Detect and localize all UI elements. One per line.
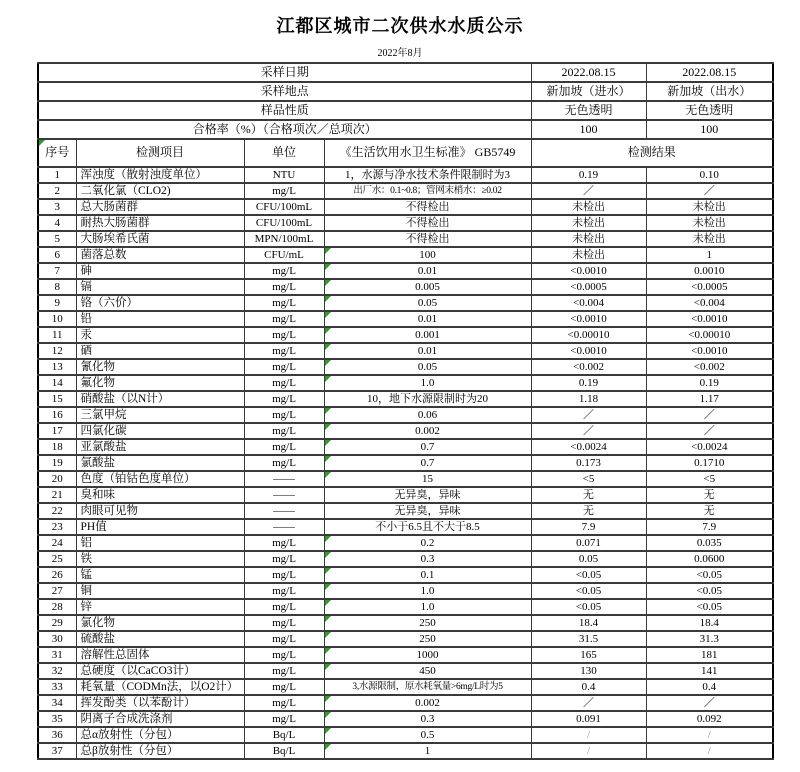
unit-cell: mg/L xyxy=(244,295,324,311)
result-outlet-cell: 0.0010 xyxy=(646,263,773,279)
row-index-cell: 1 xyxy=(38,167,76,183)
row-index-cell: 30 xyxy=(38,631,76,647)
row-index-cell: 29 xyxy=(38,615,76,631)
item-name-cell: 铝 xyxy=(76,535,244,551)
result-outlet-cell: 0.4 xyxy=(646,679,773,695)
table-row xyxy=(38,343,773,359)
unit-cell: mg/L xyxy=(244,455,324,471)
item-name-cell: 三氯甲烷 xyxy=(76,407,244,423)
result-inlet-cell: ／ xyxy=(531,695,646,711)
result-outlet-cell: <0.0010 xyxy=(646,343,773,359)
result-outlet-cell: / xyxy=(646,727,773,743)
table-row xyxy=(38,199,773,215)
item-name-cell: 挥发酚类（以苯酚计） xyxy=(76,695,244,711)
unit-cell: mg/L xyxy=(244,407,324,423)
info-value-inlet: 无色透明 xyxy=(531,101,646,120)
standard-cell: 0.01 xyxy=(324,263,531,279)
standard-cell: 100 xyxy=(324,247,531,263)
item-name-cell: 二氧化氯（CLO2) xyxy=(76,183,244,199)
standard-cell: 0.01 xyxy=(324,343,531,359)
item-name-cell: 铜 xyxy=(76,583,244,599)
table-row xyxy=(38,583,773,599)
standard-cell: 0.005 xyxy=(324,279,531,295)
standard-cell: 0.05 xyxy=(324,295,531,311)
row-index-cell: 3 xyxy=(38,199,76,215)
table-row xyxy=(38,663,773,679)
item-name-cell: 氰化物 xyxy=(76,359,244,375)
result-outlet-cell: 0.092 xyxy=(646,711,773,727)
result-inlet-cell: <5 xyxy=(531,471,646,487)
table-row xyxy=(38,407,773,423)
table-row xyxy=(38,311,773,327)
result-inlet-cell: / xyxy=(531,743,646,759)
result-inlet-cell: 无 xyxy=(531,503,646,519)
result-outlet-cell: 0.035 xyxy=(646,535,773,551)
header-result: 检测结果 xyxy=(531,139,773,167)
item-name-cell: 菌落总数 xyxy=(76,247,244,263)
item-name-cell: 硫酸盐 xyxy=(76,631,244,647)
table-row xyxy=(38,727,773,743)
unit-cell: mg/L xyxy=(244,343,324,359)
unit-cell: CFU/100mL xyxy=(244,199,324,215)
info-row xyxy=(38,63,773,82)
standard-cell: 0.06 xyxy=(324,407,531,423)
row-index-cell: 34 xyxy=(38,695,76,711)
item-name-cell: 亚氯酸盐 xyxy=(76,439,244,455)
result-inlet-cell: <0.0010 xyxy=(531,263,646,279)
unit-cell: mg/L xyxy=(244,679,324,695)
unit-cell: mg/L xyxy=(244,359,324,375)
table-row xyxy=(38,279,773,295)
table-row xyxy=(38,359,773,375)
result-outlet-cell: ／ xyxy=(646,183,773,199)
water-quality-table xyxy=(37,62,774,760)
info-value-outlet: 100 xyxy=(646,120,773,139)
result-outlet-cell: 无 xyxy=(646,503,773,519)
result-outlet-cell: 0.0600 xyxy=(646,551,773,567)
item-name-cell: 总α放射性（分包） xyxy=(76,727,244,743)
result-inlet-cell: <0.0010 xyxy=(531,343,646,359)
item-name-cell: 硒 xyxy=(76,343,244,359)
item-name-cell: 臭和味 xyxy=(76,487,244,503)
row-index-cell: 10 xyxy=(38,311,76,327)
result-outlet-cell: <0.002 xyxy=(646,359,773,375)
standard-cell: 0.3 xyxy=(324,711,531,727)
unit-cell: NTU xyxy=(244,167,324,183)
row-index-cell: 14 xyxy=(38,375,76,391)
standard-cell: 0.002 xyxy=(324,423,531,439)
unit-cell: —— xyxy=(244,503,324,519)
row-index-cell: 5 xyxy=(38,231,76,247)
result-outlet-cell: 未检出 xyxy=(646,231,773,247)
table-row xyxy=(38,551,773,567)
standard-cell: 10，地下水源限制时为20 xyxy=(324,391,531,407)
header-item: 检测项目 xyxy=(76,139,244,167)
info-value-inlet: 100 xyxy=(531,120,646,139)
unit-cell: mg/L xyxy=(244,439,324,455)
table-body xyxy=(38,63,773,759)
table-row xyxy=(38,391,773,407)
unit-cell: mg/L xyxy=(244,535,324,551)
result-inlet-cell: <0.05 xyxy=(531,599,646,615)
unit-cell: mg/L xyxy=(244,183,324,199)
standard-cell: 0.3 xyxy=(324,551,531,567)
result-inlet-cell: 31.5 xyxy=(531,631,646,647)
header-standard: 《生活饮用水卫生标准》 GB5749 xyxy=(324,139,531,167)
table-row xyxy=(38,167,773,183)
row-index-cell: 25 xyxy=(38,551,76,567)
item-name-cell: 镉 xyxy=(76,279,244,295)
unit-cell: mg/L xyxy=(244,663,324,679)
row-index-cell: 36 xyxy=(38,727,76,743)
result-outlet-cell: <0.05 xyxy=(646,599,773,615)
table-row xyxy=(38,487,773,503)
standard-cell: 不小于6.5且不大于8.5 xyxy=(324,519,531,535)
table-row xyxy=(38,455,773,471)
standard-cell: 无异臭，异味 xyxy=(324,503,531,519)
row-index-cell: 13 xyxy=(38,359,76,375)
row-index-cell: 26 xyxy=(38,567,76,583)
row-index-cell: 2 xyxy=(38,183,76,199)
row-index-cell: 33 xyxy=(38,679,76,695)
row-index-cell: 28 xyxy=(38,599,76,615)
result-inlet-cell: <0.0005 xyxy=(531,279,646,295)
result-inlet-cell: 未检出 xyxy=(531,215,646,231)
result-inlet-cell: <0.00010 xyxy=(531,327,646,343)
info-row xyxy=(38,101,773,120)
table-row xyxy=(38,471,773,487)
unit-cell: mg/L xyxy=(244,583,324,599)
info-label: 采样日期 xyxy=(38,63,531,82)
info-label: 合格率（%）（合格项次／总项次） xyxy=(38,120,531,139)
item-name-cell: 总β放射性（分包） xyxy=(76,743,244,759)
result-inlet-cell: 未检出 xyxy=(531,247,646,263)
result-inlet-cell: 7.9 xyxy=(531,519,646,535)
info-row xyxy=(38,82,773,101)
result-inlet-cell: / xyxy=(531,727,646,743)
table-row xyxy=(38,423,773,439)
table-row xyxy=(38,599,773,615)
item-name-cell: 氟化物 xyxy=(76,375,244,391)
row-index-cell: 23 xyxy=(38,519,76,535)
item-name-cell: 氯化物 xyxy=(76,615,244,631)
info-row xyxy=(38,120,773,139)
standard-cell: 无异臭，异味 xyxy=(324,487,531,503)
result-outlet-cell: ／ xyxy=(646,695,773,711)
info-value-outlet: 新加坡（出水） xyxy=(646,82,773,101)
result-outlet-cell: <0.0010 xyxy=(646,311,773,327)
result-outlet-cell: 0.1710 xyxy=(646,455,773,471)
standard-cell: 450 xyxy=(324,663,531,679)
result-inlet-cell: 未检出 xyxy=(531,199,646,215)
result-inlet-cell: 无 xyxy=(531,487,646,503)
result-inlet-cell: <0.05 xyxy=(531,567,646,583)
standard-cell: 250 xyxy=(324,615,531,631)
result-inlet-cell: 0.091 xyxy=(531,711,646,727)
item-name-cell: 阴离子合成洗涤剂 xyxy=(76,711,244,727)
row-index-cell: 12 xyxy=(38,343,76,359)
result-inlet-cell: 0.05 xyxy=(531,551,646,567)
item-name-cell: 总硬度（以CaCO3计） xyxy=(76,663,244,679)
row-index-cell: 9 xyxy=(38,295,76,311)
info-value-inlet: 新加坡（进水） xyxy=(531,82,646,101)
unit-cell: mg/L xyxy=(244,695,324,711)
result-outlet-cell: 181 xyxy=(646,647,773,663)
unit-cell: —— xyxy=(244,471,324,487)
result-inlet-cell: <0.05 xyxy=(531,583,646,599)
row-index-cell: 20 xyxy=(38,471,76,487)
result-outlet-cell: 18.4 xyxy=(646,615,773,631)
unit-cell: mg/L xyxy=(244,615,324,631)
item-name-cell: 色度（铂钴色度单位） xyxy=(76,471,244,487)
unit-cell: mg/L xyxy=(244,423,324,439)
row-index-cell: 35 xyxy=(38,711,76,727)
standard-cell: 0.7 xyxy=(324,455,531,471)
standard-cell: 1000 xyxy=(324,647,531,663)
row-index-cell: 21 xyxy=(38,487,76,503)
item-name-cell: 砷 xyxy=(76,263,244,279)
item-name-cell: 四氯化碳 xyxy=(76,423,244,439)
result-inlet-cell: <0.0024 xyxy=(531,439,646,455)
unit-cell: mg/L xyxy=(244,631,324,647)
table-row xyxy=(38,375,773,391)
item-name-cell: PH值 xyxy=(76,519,244,535)
table-row xyxy=(38,231,773,247)
table-row xyxy=(38,743,773,759)
header-row xyxy=(38,139,773,167)
unit-cell: mg/L xyxy=(244,263,324,279)
unit-cell: Bq/L xyxy=(244,727,324,743)
standard-cell: 出厂水：0.1~0.8；管网末梢水：≥0.02 xyxy=(324,183,531,199)
unit-cell: mg/L xyxy=(244,391,324,407)
info-label: 采样地点 xyxy=(38,82,531,101)
row-index-cell: 17 xyxy=(38,423,76,439)
result-inlet-cell: 1.18 xyxy=(531,391,646,407)
table-row xyxy=(38,295,773,311)
standard-cell: 0.1 xyxy=(324,567,531,583)
row-index-cell: 7 xyxy=(38,263,76,279)
item-name-cell: 锌 xyxy=(76,599,244,615)
unit-cell: —— xyxy=(244,519,324,535)
standard-cell: 250 xyxy=(324,631,531,647)
result-inlet-cell: 0.173 xyxy=(531,455,646,471)
unit-cell: CFU/mL xyxy=(244,247,324,263)
result-inlet-cell: ／ xyxy=(531,183,646,199)
item-name-cell: 耐热大肠菌群 xyxy=(76,215,244,231)
row-index-cell: 6 xyxy=(38,247,76,263)
table-row xyxy=(38,215,773,231)
unit-cell: mg/L xyxy=(244,711,324,727)
table-row xyxy=(38,247,773,263)
result-outlet-cell: 0.19 xyxy=(646,375,773,391)
table-row xyxy=(38,327,773,343)
table-row xyxy=(38,439,773,455)
result-inlet-cell: ／ xyxy=(531,407,646,423)
table-row xyxy=(38,711,773,727)
item-name-cell: 铬（六价） xyxy=(76,295,244,311)
table-row xyxy=(38,647,773,663)
standard-cell: 15 xyxy=(324,471,531,487)
result-outlet-cell: 7.9 xyxy=(646,519,773,535)
standard-cell: 1.0 xyxy=(324,599,531,615)
result-outlet-cell: 未检出 xyxy=(646,199,773,215)
item-name-cell: 硝酸盐（以N计） xyxy=(76,391,244,407)
item-name-cell: 浑浊度（散射浊度单位） xyxy=(76,167,244,183)
row-index-cell: 24 xyxy=(38,535,76,551)
unit-cell: mg/L xyxy=(244,647,324,663)
result-outlet-cell: 31.3 xyxy=(646,631,773,647)
table-row xyxy=(38,503,773,519)
result-inlet-cell: 0.4 xyxy=(531,679,646,695)
result-outlet-cell: <0.00010 xyxy=(646,327,773,343)
standard-cell: 不得检出 xyxy=(324,231,531,247)
result-inlet-cell: 165 xyxy=(531,647,646,663)
table-row xyxy=(38,263,773,279)
row-index-cell: 22 xyxy=(38,503,76,519)
info-value-outlet: 2022.08.15 xyxy=(646,63,773,82)
row-index-cell: 37 xyxy=(38,743,76,759)
standard-cell: 1.0 xyxy=(324,375,531,391)
result-outlet-cell: 1 xyxy=(646,247,773,263)
row-index-cell: 27 xyxy=(38,583,76,599)
table-row xyxy=(38,615,773,631)
result-inlet-cell: <0.004 xyxy=(531,295,646,311)
unit-cell: —— xyxy=(244,487,324,503)
result-inlet-cell: 0.19 xyxy=(531,375,646,391)
info-label: 样品性质 xyxy=(38,101,531,120)
result-inlet-cell: 未检出 xyxy=(531,231,646,247)
standard-cell: 1，水源与净水技术条件限制时为3 xyxy=(324,167,531,183)
standard-cell: 3,水源限制，原水耗氧量>6mg/L时为5 xyxy=(324,679,531,695)
result-outlet-cell: <0.05 xyxy=(646,583,773,599)
row-index-cell: 8 xyxy=(38,279,76,295)
table-row xyxy=(38,695,773,711)
item-name-cell: 溶解性总固体 xyxy=(76,647,244,663)
row-index-cell: 15 xyxy=(38,391,76,407)
unit-cell: Bq/L xyxy=(244,743,324,759)
row-index-cell: 31 xyxy=(38,647,76,663)
standard-cell: 1 xyxy=(324,743,531,759)
standard-cell: 0.05 xyxy=(324,359,531,375)
unit-cell: mg/L xyxy=(244,375,324,391)
report-month: 2022年8月 xyxy=(377,48,423,59)
table-row xyxy=(38,631,773,647)
unit-cell: mg/L xyxy=(244,311,324,327)
row-index-cell: 4 xyxy=(38,215,76,231)
unit-cell: mg/L xyxy=(244,567,324,583)
result-outlet-cell: 1.17 xyxy=(646,391,773,407)
row-index-cell: 19 xyxy=(38,455,76,471)
standard-cell: 0.5 xyxy=(324,727,531,743)
result-outlet-cell: 未检出 xyxy=(646,215,773,231)
standard-cell: 0.01 xyxy=(324,311,531,327)
standard-cell: 不得检出 xyxy=(324,215,531,231)
item-name-cell: 锰 xyxy=(76,567,244,583)
item-name-cell: 总大肠菌群 xyxy=(76,199,244,215)
row-index-cell: 18 xyxy=(38,439,76,455)
row-index-cell: 11 xyxy=(38,327,76,343)
result-outlet-cell: 141 xyxy=(646,663,773,679)
header-unit: 单位 xyxy=(244,139,324,167)
standard-cell: 不得检出 xyxy=(324,199,531,215)
unit-cell: MPN/100mL xyxy=(244,231,324,247)
standard-cell: 0.7 xyxy=(324,439,531,455)
unit-cell: mg/L xyxy=(244,551,324,567)
table-row xyxy=(38,535,773,551)
result-outlet-cell: / xyxy=(646,743,773,759)
result-inlet-cell: <0.0010 xyxy=(531,311,646,327)
unit-cell: mg/L xyxy=(244,279,324,295)
result-inlet-cell: ／ xyxy=(531,423,646,439)
info-value-inlet: 2022.08.15 xyxy=(531,63,646,82)
info-value-outlet: 无色透明 xyxy=(646,101,773,120)
item-name-cell: 肉眼可见物 xyxy=(76,503,244,519)
result-outlet-cell: <5 xyxy=(646,471,773,487)
result-inlet-cell: 0.19 xyxy=(531,167,646,183)
result-inlet-cell: 18.4 xyxy=(531,615,646,631)
page-title: 江都区城市二次供水水质公示 xyxy=(276,16,524,36)
standard-cell: 0.2 xyxy=(324,535,531,551)
table-row xyxy=(38,679,773,695)
item-name-cell: 氯酸盐 xyxy=(76,455,244,471)
result-inlet-cell: <0.002 xyxy=(531,359,646,375)
item-name-cell: 铅 xyxy=(76,311,244,327)
result-outlet-cell: <0.004 xyxy=(646,295,773,311)
result-inlet-cell: 130 xyxy=(531,663,646,679)
table-row xyxy=(38,183,773,199)
unit-cell: mg/L xyxy=(244,327,324,343)
result-outlet-cell: <0.0024 xyxy=(646,439,773,455)
row-index-cell: 16 xyxy=(38,407,76,423)
item-name-cell: 大肠埃希氏菌 xyxy=(76,231,244,247)
result-outlet-cell: ／ xyxy=(646,423,773,439)
unit-cell: CFU/100mL xyxy=(244,215,324,231)
table-row xyxy=(38,519,773,535)
table-row xyxy=(38,567,773,583)
result-inlet-cell: 0.071 xyxy=(531,535,646,551)
result-outlet-cell: ／ xyxy=(646,407,773,423)
item-name-cell: 铁 xyxy=(76,551,244,567)
result-outlet-cell: <0.0005 xyxy=(646,279,773,295)
standard-cell: 1.0 xyxy=(324,583,531,599)
standard-cell: 0.001 xyxy=(324,327,531,343)
result-outlet-cell: 无 xyxy=(646,487,773,503)
standard-cell: 0.002 xyxy=(324,695,531,711)
result-outlet-cell: 0.10 xyxy=(646,167,773,183)
row-index-cell: 32 xyxy=(38,663,76,679)
item-name-cell: 耗氧量（CODMn法，以O2计） xyxy=(76,679,244,695)
unit-cell: mg/L xyxy=(244,599,324,615)
result-outlet-cell: <0.05 xyxy=(646,567,773,583)
item-name-cell: 汞 xyxy=(76,327,244,343)
header-index: 序号 xyxy=(38,139,76,167)
